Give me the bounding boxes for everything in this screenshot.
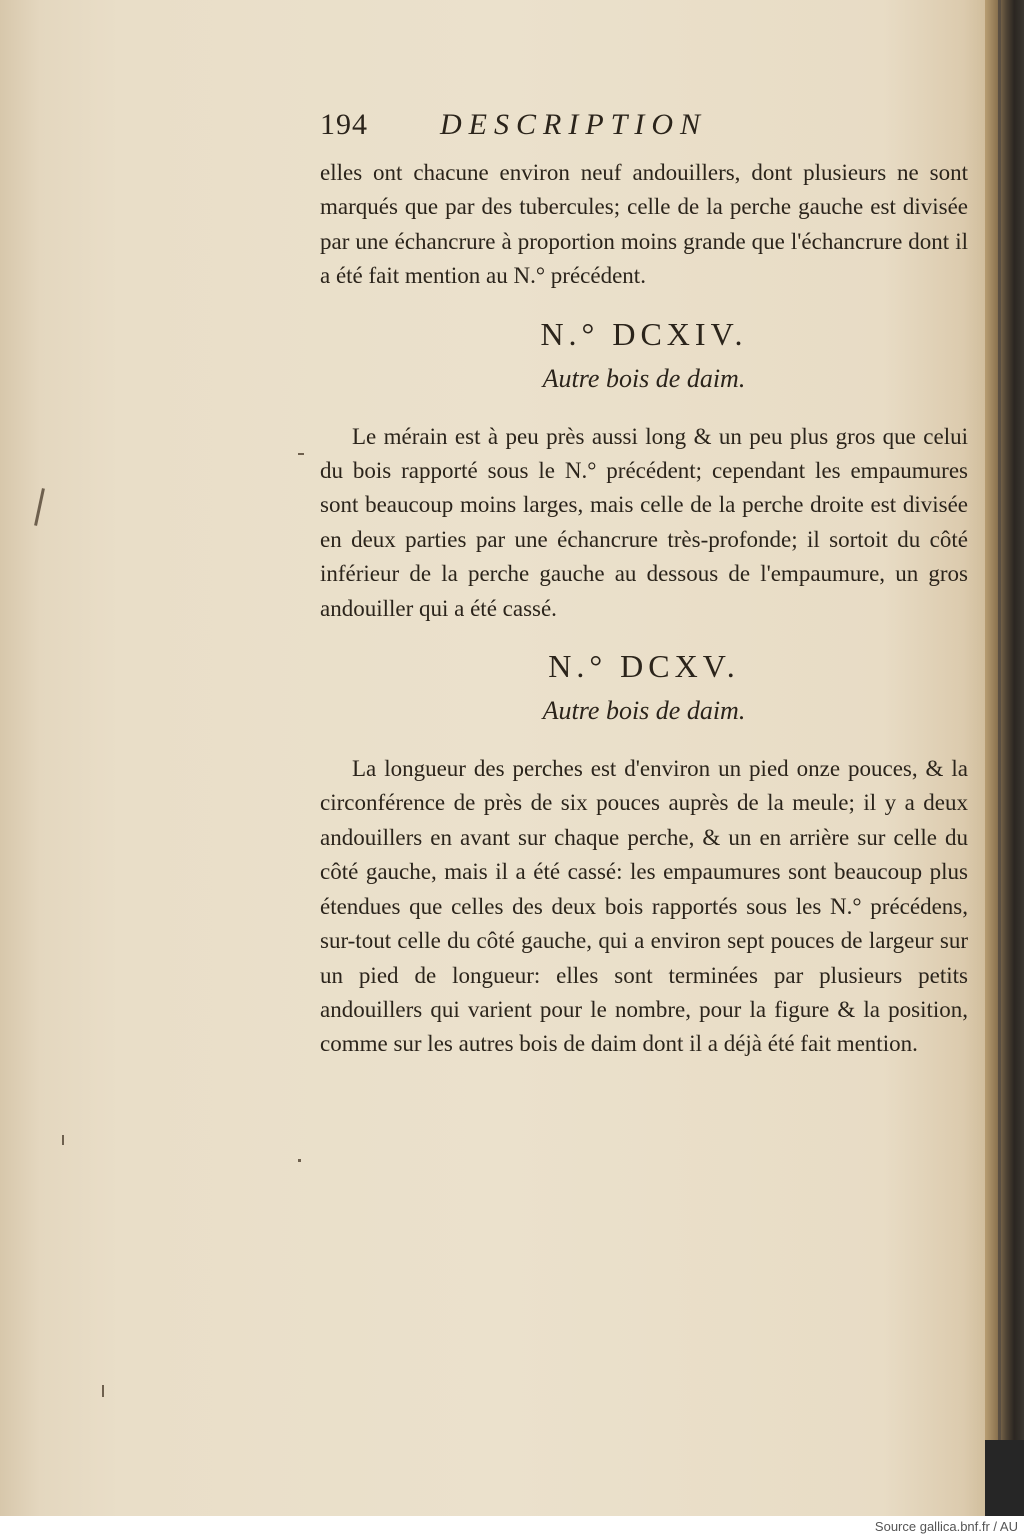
section-title-dcxiv: Autre bois de daim. bbox=[542, 363, 746, 393]
paragraph-continuation: elles ont chacune environ neuf andouillers, dont plusieurs ne sont marqués que par des tubercules; celle de la perche gauche est divisée par une échancrure à proportion moins grande que l'échancrure dont il a été fait mention au N.° précédent. bbox=[320, 160, 968, 289]
source-footer: Source gallica.bnf.fr / AU bbox=[874, 1519, 1018, 1534]
margin-mark bbox=[62, 1135, 64, 1145]
paragraph-dcxv: La longueur des perches est d'environ un pied onze pouces, & la circonférence de près de six pouces auprès de la meule; il y a deux andouillers en avant sur chaque perche, & un en arrière sur celle du côté gauche, mais il a été cassé: les empaumures sont beaucoup plus étendues que celles des deux bois rapportés sous les N.° précédens, sur-tout celle du côté gauche, qui a environ sept pouces de largeur sur un pied de longueur: elles sont terminées par plusieurs petits andouillers qui varient pour le nombre, pour la figure & la position, comme sur les autres bois de daim dont il a déjà été fait mention. bbox=[320, 756, 968, 1057]
paragraph-dcxiv: Le mérain est à peu près aussi long & un peu plus gros que celui du bois rapporté sous le N.° précédent; cependant les empaumures sont beaucoup moins larges, mais celle de la perche droite est divisée en deux parties par une échancrure très-profonde; il sortoit du côté inférieur de la perche gauche au dessous de l'empaumure, un gros andouiller qui a été cassé. bbox=[320, 423, 968, 621]
corner-tape bbox=[985, 1440, 1024, 1516]
page-text bbox=[320, 108, 968, 1062]
page-number: 194 bbox=[320, 108, 368, 141]
margin-mark bbox=[102, 1385, 104, 1397]
section-title-dcxv: Autre bois de daim. bbox=[542, 696, 746, 726]
spine-edge bbox=[998, 0, 1001, 1516]
page-header bbox=[320, 108, 968, 156]
section-number-dcxv: N.° DCXV. bbox=[548, 648, 740, 685]
section-number-dcxiv: N.° DCXIV. bbox=[540, 315, 748, 352]
margin-mark bbox=[298, 1159, 301, 1162]
book-spine bbox=[985, 0, 1024, 1516]
running-title: DESCRIPTION bbox=[440, 108, 707, 141]
margin-mark bbox=[298, 453, 304, 455]
